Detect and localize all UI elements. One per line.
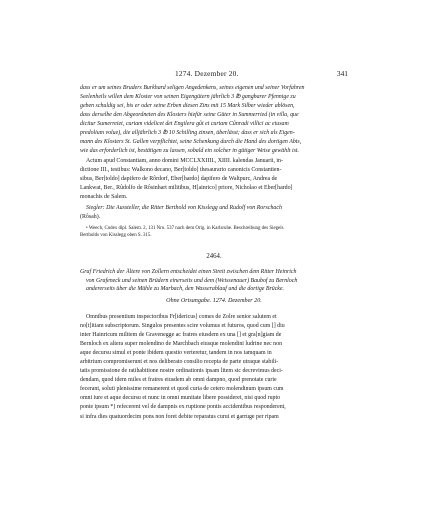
dateline: Ohne Ortsangabe. 1274. Dezember 20. — [166, 298, 262, 304]
heading-line: von Grafeneck und seinen Brüdern einerseits und dem (Weissenauer) Baubof zu Bernloch — [86, 277, 298, 284]
main-line: omni iure et aque decursu et nunc in omni munitate libere possideret, nisi quod rupto — [80, 395, 281, 402]
regest-line: dass derselbe den Abgeordneten des Klosters hiefür seine Güter in Summerried (in villa, que — [80, 112, 299, 119]
main-line: fecerant, soluti plenissime remanerent et quod curia de cetero molendinum ipsum cum — [80, 386, 284, 393]
regest-line: wie das erforderlich ist, bestätigen zu lassen, sobald ein solcher in gütiger Weise gewählt ist. — [80, 148, 299, 155]
source-footnote — [80, 225, 348, 239]
main-line: inter Hainricum militem de Gravenegge ac fratres eiusdem ex una [] et gra[n]giam de — [80, 332, 282, 339]
main-line: aque decursu simul et ponte ibidem questio verteretur, tandem in nos tamquam in — [80, 350, 272, 357]
document-heading — [80, 268, 348, 294]
regest-line: mann des Klosters St. Gallen verpflichtet, seine Schenkung durch die Hand des dortigen Abts, — [80, 139, 302, 146]
running-head — [80, 68, 348, 80]
actum-line: dictione III., testibus: Walkono decano, Ber[toldo] thesaurario canonicis Constantien- — [80, 167, 282, 174]
regest-continuation — [80, 84, 348, 156]
footnote-line: Bertholds von Kisslegg oben S. 315. — [80, 233, 152, 239]
heading-line: andererseits über die Mühle zu Marbach, den Wasserablauf und die dortige Brücke. — [86, 286, 285, 293]
main-line: no[t]itiam subscriptorum. Singulos presentes scire volumus et futuros, quod cum [] diu — [80, 323, 285, 330]
main-line: tatis promissione de ratihabitione nostre ordinationis ipsam litem sic decrevimus deci- — [80, 368, 283, 375]
main-line: dendam, quod idem miles et fratres eiusdem ab omni dampno, quod prenotate curie — [80, 377, 277, 384]
regest-line: dicitur Sumerreiet, curiam videlicet det Engilera gût et curiam Cûnradi villici ac eiusam — [80, 121, 289, 128]
regest-line: predolium volue), die alljährlich 3 ℔ 10 Schilling zinsen, überlässt; dass er sich als Eigen- — [80, 130, 295, 137]
main-line: si infra dies quatuordecim pons non foret debite reparatus curui et garruge per ripam — [80, 413, 279, 420]
main-line: Omnibus presentium inspectoribus Fr[idericus] comes de Zolre senior salutem et — [86, 314, 277, 320]
main-line: Bernloch ex altera super molendino de Marchbach eiusque molendini ludrine nec non — [80, 341, 283, 348]
regest-line: Seelenheils willen dem Kloster von seinen Eigengütern jährlich 3 ℔ gangbarer Pfennige zu — [80, 94, 296, 101]
actum-paragraph — [80, 157, 348, 202]
actum-line: Actum apud Constantiam, anno domini MCCLXXIIII., XIIII. kalendas Januarii, in- — [86, 158, 283, 164]
actum-line: Lankwat, Ber., Rûdolfo de Rôsinhart militibus, H[ainrico] priore, Nicholao et Eber[hardo] — [80, 185, 293, 192]
actum-line: sibus, Ber[toldo] dapifero de Rôrdorf, Eber[hardo] dapifero de Waltpurc, Andrea de — [80, 176, 278, 183]
siegler-line: (Rôsah). — [80, 214, 101, 221]
regest-line: geben schuldig sei, bis er oder seine Erben diesen Zins mit 15 Mark Silber wieder ablösen, — [80, 103, 295, 110]
main-text — [80, 313, 348, 422]
running-head-date: 1274. Dezember 20. — [175, 69, 239, 78]
heading-line: Graf Friedrich der Ältere von Zollern entscheidet einen Streit zwischen dem Ritter Heinrich — [80, 269, 297, 275]
main-line: ponte ipsum *) refecerent vel de dampnis ex ruptione pontis accidentibus responderent, — [80, 404, 286, 411]
siegler-note — [80, 204, 348, 222]
actum-line: monachis de Salem. — [80, 194, 128, 201]
regest-line: dass er um seines Bruders Burkhard seligen Angedenkens, seines eigenen und seiner Vorfahren — [80, 85, 305, 91]
main-line: arbitrium compromiserunt et nos deliberato consilio recepta de parte utraque stabili- — [80, 359, 279, 366]
page-number: 341 — [336, 69, 348, 78]
document-number: 2464. — [206, 253, 222, 260]
siegler-line: Siegler: Die Aussteller, die Ritter Berthold von Kisslegg und Rudolf von Rorschach — [86, 205, 282, 211]
footnote-line: • Weech, Codex dipl. Salem. 2, 131 Nro. 537 nach dem Orig. in Karlsruhe. Beschreibung des Siegels — [86, 226, 284, 231]
